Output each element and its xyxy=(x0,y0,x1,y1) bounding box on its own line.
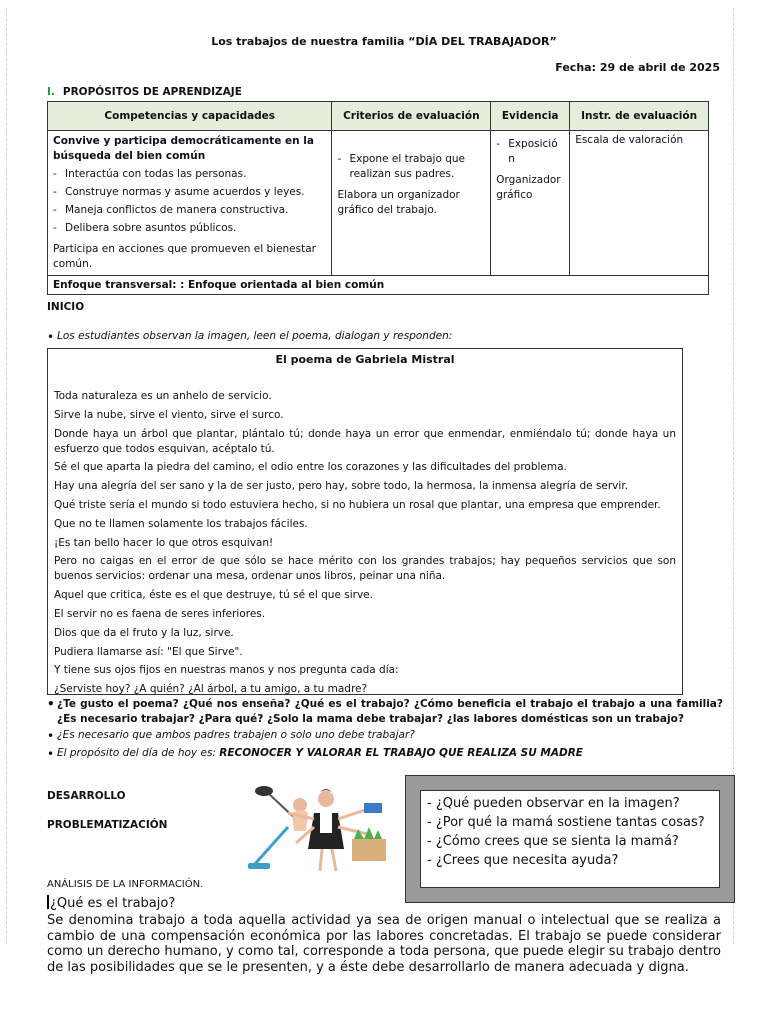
poem-body xyxy=(54,389,676,701)
bullet-icon: • xyxy=(47,729,55,743)
date-label: Fecha: 29 de abril de 2025 xyxy=(555,61,720,74)
question-item: - ¿Crees que necesita ayuda? xyxy=(427,853,619,868)
capacidad-item: - Construye normas y asume acuerdos y leyes. xyxy=(53,185,326,200)
poem-line: Aquel que critica, éste es el que destruye, tú sé el que sirve. xyxy=(54,589,373,602)
questions-frame xyxy=(405,775,735,903)
text-cursor-icon xyxy=(47,895,49,909)
section-heading-propositos xyxy=(47,86,242,98)
poem-line: ¡Es tan bello hacer lo que otros esquivan! xyxy=(54,536,274,549)
list-item xyxy=(47,697,723,727)
poem-title: El poema de Gabriela Mistral xyxy=(275,353,455,366)
trabajo-definition-paragraph: Se denomina trabajo a toda aquella actividad ya sea de origen manual o intelectual que se realiza a cambio de una compensación económica por las labores concretadas. El trabajo se puede considerar como un derecho humano, y como tal, corresponde a toda persona, que puede elegir su trabajo dentro de las posibilidades que se le presenten, y a éste debe desarrollarlo de manera adecuada y digna. xyxy=(47,913,721,975)
cell-instrumento: Escala de valoración xyxy=(570,131,709,276)
poem-line: ¿Serviste hoy? ¿A quién? ¿Al árbol, a tu amigo, a tu madre? xyxy=(54,683,368,696)
bullet-icon: • xyxy=(47,747,55,761)
table-row xyxy=(48,131,709,276)
criterio-item: Elabora un organizador gráfico del trabajo. xyxy=(337,189,460,216)
bullet-text: ¿Te gusto el poema? ¿Qué nos enseña? ¿Qué es el trabajo? ¿Cómo beneficia el trabajo el trabajo a una familia? ¿Es necesario trabajar? ¿Para qué? ¿Solo la mama debe trabajar? ¿las labores domésticas son un trabajo? xyxy=(57,698,723,725)
heading-inicio: INICIO xyxy=(47,301,85,313)
header-competencias: Competencias y capacidades xyxy=(48,102,332,131)
poem-line: Qué triste sería el mundo si todo estuviera hecho, si no hubiera un rosal que plantar, una empresa que emprender. xyxy=(54,498,661,511)
heading-problematizacion: PROBLEMATIZACIÓN xyxy=(47,819,168,831)
evidencia-item: - Exposición xyxy=(496,137,564,167)
capacidad-item: - Interactúa con todas las personas. xyxy=(53,167,326,182)
capacidad-item: - Maneja conflictos de manera constructiva. xyxy=(53,203,326,218)
bullet-icon: • xyxy=(47,330,55,344)
poem-line: Que no te llamen solamente los trabajos fáciles. xyxy=(54,517,308,530)
purpose-statement: RECONOCER Y VALORAR EL TRABAJO QUE REALIZA SU MADRE xyxy=(219,747,583,759)
section-label: PROPÓSITOS DE APRENDIZAJE xyxy=(62,86,242,98)
list-item xyxy=(47,729,415,743)
header-evidencia: Evidencia xyxy=(491,102,570,131)
cell-evidencia xyxy=(491,131,570,276)
poem-line: Sé el que aparta la piedra del camino, el odio entre los corazones y las dificultades del problema. xyxy=(54,461,567,474)
poem-line: El servir no es faena de seres inferiores. xyxy=(54,607,266,620)
poem-line: Sirve la nube, sirve el viento, sirve el surco. xyxy=(54,408,284,421)
document-title: Los trabajos de nuestra familia “DÍA DEL TRABAJADOR” xyxy=(211,35,557,48)
busy-mother-illustration-icon xyxy=(248,783,400,875)
list-item xyxy=(47,747,583,761)
table-row-transversal xyxy=(48,276,709,295)
poem-line: Toda naturaleza es un anhelo de servicio. xyxy=(54,390,272,402)
question-item: - ¿Qué pueden observar en la imagen? xyxy=(427,796,680,811)
competencia-title: Convive y participa democráticamente en la búsqueda del bien común xyxy=(53,135,314,162)
capacidad-extra: Participa en acciones que promueven el bienestar común. xyxy=(53,243,316,270)
purpose-prefix: El propósito del día de hoy es: xyxy=(57,747,220,759)
poem-box xyxy=(47,348,683,695)
heading-que-es-trabajo xyxy=(47,895,175,911)
que-es-text: ¿Qué es el trabajo? xyxy=(50,896,176,911)
header-instrumento: Instr. de evaluación xyxy=(570,102,709,131)
criterio-item: - Expone el trabajo que realizan sus padres. xyxy=(337,152,485,182)
poem-line: Hay una alegría del ser sano y la de ser justo, pero hay, sobre todo, la hermosa, la inmensa alegría de servir. xyxy=(54,480,629,493)
header-criterios: Criterios de evaluación xyxy=(332,102,491,131)
poem-line: Donde haya un árbol que plantar, plántalo tú; donde haya un error que enmendar, enmiéndalo tú; donde haya un esfuerzo que todos esquivan, acéptalo tú. xyxy=(54,427,676,455)
questions-box xyxy=(420,790,720,888)
poem-line: Y tiene sus ojos fijos en nuestras manos y nos pregunta cada día: xyxy=(54,664,399,677)
heading-desarrollo: DESARROLLO xyxy=(47,790,126,802)
cell-transversal: Enfoque transversal: : Enfoque orientada al bien común xyxy=(48,276,709,295)
capacidad-item: - Delibera sobre asuntos públicos. xyxy=(53,221,326,236)
list-item xyxy=(47,330,452,344)
section-number: I. xyxy=(47,86,55,98)
table-header-row xyxy=(48,102,709,131)
bullet-text: Los estudiantes observan la imagen, leen el poema, dialogan y responden: xyxy=(57,330,453,342)
competencies-table xyxy=(47,101,709,295)
poem-line: Pero no caigas en el error de que sólo se hace mérito con los grandes trabajos; hay pequeños servicios que son buenos servicios: ordenar una mesa, ordenar unos libros, peinar una niña. xyxy=(54,555,676,583)
evidencia-item: Organizador gráfico xyxy=(496,174,561,201)
bullet-text xyxy=(57,747,583,761)
poem-line: Dios que da el fruto y la luz, sirve. xyxy=(54,626,234,639)
poem-line: Pudiera llamarse así: "El que Sirve". xyxy=(54,645,243,658)
cell-criterios xyxy=(332,131,491,276)
page-edge-left xyxy=(6,8,7,944)
bullet-text: ¿Es necesario que ambos padres trabajen o solo uno debe trabajar? xyxy=(57,729,415,741)
cell-competencias xyxy=(48,131,332,276)
heading-analisis: ANÁLISIS DE LA INFORMACIÓN. xyxy=(47,879,204,890)
question-item: - ¿Por qué la mamá sostiene tantas cosas? xyxy=(427,815,705,830)
question-item: - ¿Cómo crees que se sienta la mamá? xyxy=(427,834,679,849)
bullet-icon: • xyxy=(47,697,55,711)
